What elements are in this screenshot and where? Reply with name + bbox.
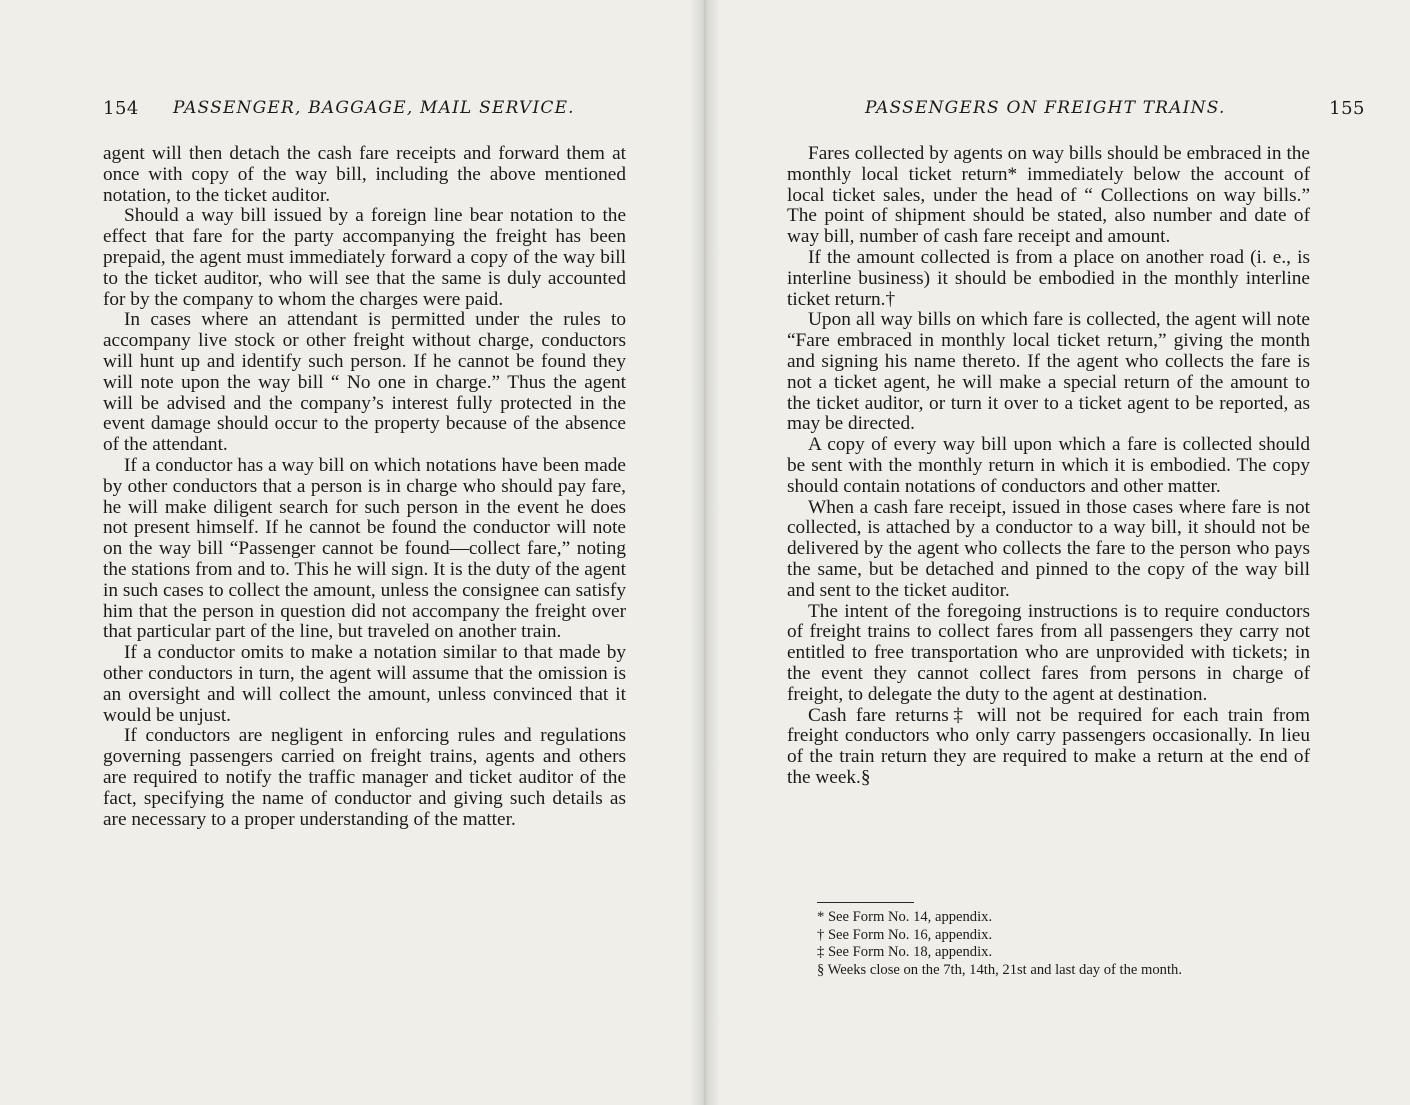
paragraph: A copy of every way bill upon which a fare is collected should be sent with the monthly return in which it is embodied. The copy should contain notations of conductors and other matter.: [787, 434, 1310, 497]
right-page-number: 155: [1329, 98, 1365, 119]
paragraph: Cash fare returns‡ will not be required for each train from freight conductors who only carry passengers occasionally. In lieu of the train return they are required to make a return at the end of the week.§: [787, 704, 1310, 788]
paragraph: When a cash fare receipt, issued in those cases where fare is not collected, is attached by a conductor to a way bill, it should not be delivered by the agent who collects the fare to the person who pays the same, but be detached and pinned to the copy of the way bill and sent to the ticket auditor.: [787, 496, 1310, 601]
footnote-rule: [817, 902, 914, 903]
paragraph: In cases where an attendant is permitted under the rules to accompany live stock or other freight without charge, conductors will hunt up and identify such person. If he cannot be found they will note upon the way bill “ No one in charge.” Thus the agent will be advised and the company’s interest fully protected in the event damage should occur to the property because of the absence of the attendant.: [103, 309, 626, 456]
footnote: § Weeks close on the 7th, 14th, 21st and last day of the month.: [817, 961, 1182, 978]
paragraph: Upon all way bills on which fare is collected, the agent will note “Fare embraced in monthly local ticket return,” giving the month and signing his name thereto. If the agent who collects the fare is not a ticket agent, he will make a special return of the amount to the ticket auditor, or turn it over to a ticket agent to be reported, as may be directed.: [787, 309, 1310, 435]
paragraph: The intent of the foregoing instructions is to require conductors of freight trains to collect fares from all passengers they carry not entitled to free transportation who are unprovided with tickets; in the event they cannot collect fares from persons in charge of freight, to delegate the duty to the agent at destination.: [787, 600, 1310, 705]
paragraph: If the amount collected is from a place on another road (i. e., is interline business) it should be embodied in the monthly interline ticket return.†: [787, 246, 1310, 310]
footnote: † See Form No. 16, appendix.: [817, 926, 993, 943]
paragraph: Should a way bill issued by a foreign line bear notation to the effect that fare for the party accompanying the freight has been prepaid, the agent must immediately forward a copy of the way bill to the ticket auditor, who will see that the same is duly accounted for by the company to whom the charges were paid.: [103, 205, 626, 310]
paragraph: If conductors are negligent in enforcing rules and regulations governing passengers carried on freight trains, agents and others are required to notify the traffic manager and ticket auditor of the fact, specifying the name of conductor and giving such details as are necessary to a proper understanding of the matter.: [103, 725, 626, 830]
footnotes: [817, 902, 1337, 979]
paragraph: Fares collected by agents on way bills should be embraced in the monthly local ticket return* immediately below the account of local ticket sales, under the head of “ Collections on way bills.” The point of shipment should be stated, also number and date of way bill, number of cash fare receipt and amount.: [787, 143, 1310, 248]
footnote: ‡ See Form No. 18, appendix.: [817, 944, 993, 961]
footnote: * See Form No. 14, appendix.: [817, 909, 993, 925]
left-page-header: [103, 98, 633, 124]
paragraph: agent will then detach the cash fare receipts and forward them at once with copy of the way bill, including the above mentioned notation, to the ticket auditor.: [103, 143, 626, 206]
book-gutter: [690, 0, 720, 1105]
right-page: [705, 0, 1410, 1105]
left-page-number: 154: [103, 98, 139, 119]
paragraph: If a conductor omits to make a notation similar to that made by other conductors in turn, the agent will assume that the omission is an oversight and will collect the amount, unless convinced that it would be unjust.: [103, 642, 626, 726]
paragraph: If a conductor has a way bill on which notations have been made by other conductors that a person is in charge who should pay fare, he will make diligent search for such person in the event he does not present himself. If he cannot be found the conductor will note on the way bill “Passenger cannot be found—collect fare,” noting the stations from and to. This he will sign. It is the duty of the agent in such cases to collect the amount, unless the consignee can satisfy him that the person in question did not accompany the freight over that particular part of the line, but traveled on another train.: [103, 454, 626, 643]
right-page-body: [787, 144, 1310, 789]
left-page-body: [103, 144, 626, 830]
right-running-head: PASSENGERS ON FREIGHT TRAINS.: [865, 98, 1226, 118]
left-running-head: PASSENGER, BAGGAGE, MAIL SERVICE.: [173, 98, 575, 118]
right-page-header: [865, 98, 1365, 124]
